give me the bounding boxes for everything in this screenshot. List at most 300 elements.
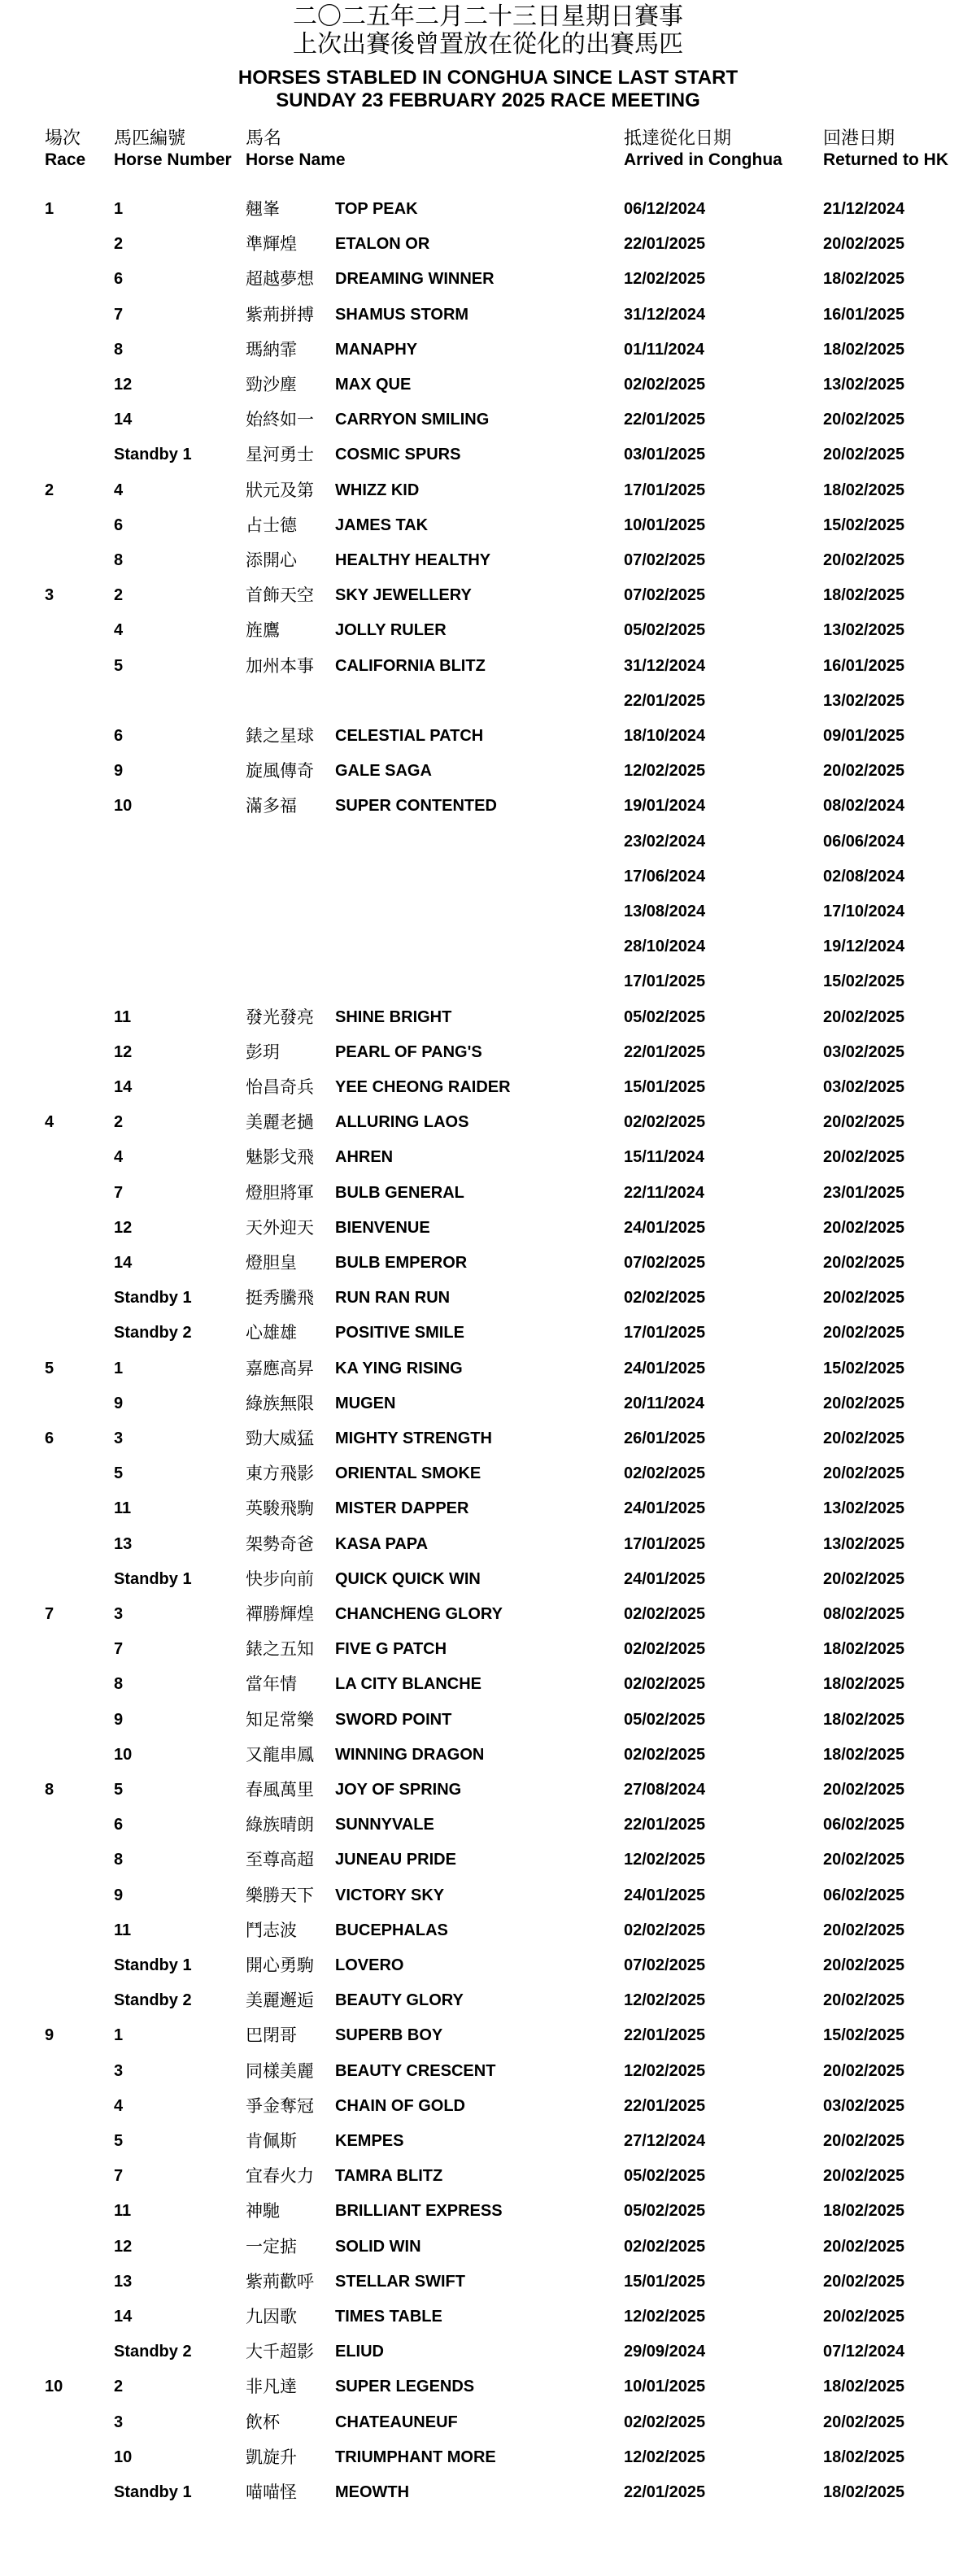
returned-date-cell: 20/02/2025 <box>823 2413 905 2431</box>
horse-number-cell: 3 <box>114 1429 124 1447</box>
returned-date-cell: 20/02/2025 <box>823 411 905 429</box>
horse-name-en-cell: BEAUTY GLORY <box>335 1991 464 2010</box>
table-row <box>0 1105 976 1140</box>
arrived-date-cell: 18/10/2024 <box>624 727 706 745</box>
arrived-date-cell: 03/01/2025 <box>624 446 706 464</box>
returned-date-cell: 07/12/2024 <box>823 2343 905 2361</box>
returned-date-cell: 06/02/2025 <box>823 1816 905 1834</box>
horse-name-en-cell: KASA PAPA <box>335 1534 429 1553</box>
arrived-date-cell: 12/02/2025 <box>624 2308 706 2326</box>
horse-name-en-cell: KEMPES <box>335 2132 404 2150</box>
horse-number-cell: 7 <box>114 2167 124 2186</box>
horse-name-en-cell: BULB EMPEROR <box>335 1254 468 1272</box>
horse-number-cell: 3 <box>114 2061 124 2080</box>
table-row <box>0 2124 976 2159</box>
returned-date-cell: 03/02/2025 <box>823 2096 905 2115</box>
horse-name-en-cell: HEALTHY HEALTHY <box>335 551 491 569</box>
horse-name-en-cell: TRIUMPHANT MORE <box>335 2448 496 2466</box>
table-row <box>0 1597 976 1632</box>
returned-date-cell: 09/01/2025 <box>823 727 905 745</box>
horse-name-en-cell: CHANCHENG GLORY <box>335 1605 503 1623</box>
arrived-date-cell: 20/11/2024 <box>624 1394 704 1412</box>
horse-name-zh-cell: 春風萬里 <box>246 1780 314 1799</box>
horse-name-zh-cell: 開心勇駒 <box>246 1956 314 1975</box>
table-row <box>0 825 976 859</box>
horse-number-cell: 8 <box>114 340 124 359</box>
returned-date-cell: 18/02/2025 <box>823 2448 905 2466</box>
horse-number-cell: 7 <box>114 305 124 324</box>
horse-name-zh-cell: 綠族無限 <box>246 1393 314 1413</box>
horse-name-zh-cell: 樂勝天下 <box>246 1885 314 1905</box>
table-row <box>0 1456 976 1491</box>
returned-date-cell: 20/02/2025 <box>823 1218 905 1237</box>
returned-date-cell: 20/02/2025 <box>823 235 905 254</box>
returned-date-cell: 18/02/2025 <box>823 1745 905 1764</box>
table-row <box>0 1773 976 1808</box>
arrived-date-cell: 07/02/2025 <box>624 586 706 605</box>
arrived-date-cell: 06/12/2024 <box>624 200 706 218</box>
returned-date-cell: 20/02/2025 <box>823 2237 905 2256</box>
horse-name-en-cell: FIVE G PATCH <box>335 1640 447 1659</box>
table-row <box>0 543 976 578</box>
horse-name-zh-cell: 一定掂 <box>246 2236 297 2256</box>
header-returned-zh: 回港日期 <box>823 128 895 149</box>
horse-name-zh-cell: 心雄雄 <box>246 1323 297 1343</box>
table-row <box>0 1246 976 1281</box>
horse-name-zh-cell: 美麗邂逅 <box>246 1991 314 2011</box>
table-row <box>0 368 976 402</box>
horse-number-cell: Standby 1 <box>114 446 192 464</box>
arrived-date-cell: 22/01/2025 <box>624 411 706 429</box>
horse-name-en-cell: STELLAR SWIFT <box>335 2272 465 2291</box>
horse-number-cell: 4 <box>114 481 124 499</box>
horse-name-en-cell: JOLLY RULER <box>335 621 447 640</box>
arrived-date-cell: 27/12/2024 <box>624 2132 706 2150</box>
horse-name-zh-cell: 大千超影 <box>246 2342 314 2362</box>
table-row <box>0 929 976 964</box>
returned-date-cell: 18/02/2025 <box>823 1640 905 1659</box>
arrived-date-cell: 02/02/2025 <box>624 1921 706 1939</box>
table-row <box>0 1000 976 1035</box>
horse-name-zh-cell: 始終如一 <box>246 410 314 430</box>
horse-number-cell: 5 <box>114 656 124 675</box>
horse-name-zh-cell: 又龍串鳳 <box>246 1744 314 1764</box>
arrived-date-cell: 19/01/2024 <box>624 797 706 816</box>
horse-name-en-cell: WINNING DRAGON <box>335 1745 485 1764</box>
table-row <box>0 1527 976 1562</box>
arrived-date-cell: 17/01/2025 <box>624 481 706 499</box>
horse-name-zh-cell: 彭玥 <box>246 1042 280 1062</box>
title-english-line-2: SUNDAY 23 FEBRUARY 2025 RACE MEETING <box>276 89 700 111</box>
horse-number-cell: 9 <box>114 1886 124 1904</box>
arrived-date-cell: 24/01/2025 <box>624 1359 706 1377</box>
horse-number-cell: 3 <box>114 1605 124 1623</box>
horse-name-zh-cell: 占士德 <box>246 515 297 535</box>
table-row <box>0 227 976 262</box>
horse-name-en-cell: POSITIVE SMILE <box>335 1324 464 1342</box>
arrived-date-cell: 07/02/2025 <box>624 551 706 569</box>
horse-number-cell: 13 <box>114 1534 133 1553</box>
returned-date-cell: 03/02/2025 <box>823 1078 905 1096</box>
horse-name-en-cell: CELESTIAL PATCH <box>335 727 484 745</box>
horse-name-en-cell: SWORD POINT <box>335 1710 452 1729</box>
table-row <box>0 2440 976 2475</box>
race-cell: 6 <box>45 1429 54 1447</box>
arrived-date-cell: 12/02/2025 <box>624 1851 706 1869</box>
horse-name-en-cell: ETALON OR <box>335 235 430 254</box>
horse-number-cell: 5 <box>114 2132 124 2150</box>
returned-date-cell: 20/02/2025 <box>823 1254 905 1272</box>
horse-name-zh-cell: 準輝煌 <box>246 234 297 255</box>
returned-date-cell: 20/02/2025 <box>823 2167 905 2186</box>
horse-name-zh-cell: 巴閉哥 <box>246 2026 297 2046</box>
horse-number-cell: 13 <box>114 2272 133 2291</box>
header-horse-name-en: Horse Name <box>246 150 346 169</box>
column-headers <box>0 128 976 177</box>
arrived-date-cell: 22/11/2024 <box>624 1183 704 1202</box>
horse-name-en-cell: JAMES TAK <box>335 516 429 534</box>
returned-date-cell: 21/12/2024 <box>823 200 905 218</box>
title-chinese-line-2: 上次出賽後曾置放在從化的出賽馬匹 <box>293 30 683 59</box>
table-row <box>0 2369 976 2404</box>
arrived-date-cell: 02/02/2025 <box>624 1113 706 1132</box>
horse-number-cell: 8 <box>114 1675 124 1694</box>
horse-name-zh-cell: 當年情 <box>246 1674 297 1695</box>
returned-date-cell: 20/02/2025 <box>823 1464 905 1483</box>
arrived-date-cell: 05/02/2025 <box>624 1007 706 1026</box>
arrived-date-cell: 02/02/2025 <box>624 1605 706 1623</box>
horse-name-zh-cell: 美麗老撾 <box>246 1112 314 1133</box>
arrived-date-cell: 22/01/2025 <box>624 2096 706 2115</box>
horse-name-zh-cell: 天外迎天 <box>246 1217 314 1238</box>
horse-name-en-cell: CHATEAUNEUF <box>335 2413 458 2431</box>
horse-number-cell: 9 <box>114 1710 124 1729</box>
horse-name-en-cell: WHIZZ KID <box>335 481 420 499</box>
horse-name-zh-cell: 嘉應高昇 <box>246 1358 314 1378</box>
returned-date-cell: 20/02/2025 <box>823 2132 905 2150</box>
returned-date-cell: 20/02/2025 <box>823 1991 905 2010</box>
arrived-date-cell: 28/10/2024 <box>624 938 706 956</box>
arrived-date-cell: 22/01/2025 <box>624 691 706 710</box>
table-row <box>0 1421 976 1456</box>
horse-name-zh-cell: 錶之星球 <box>246 726 314 746</box>
table-row <box>0 1281 976 1316</box>
header-horse-number <box>114 128 232 171</box>
returned-date-cell: 15/02/2025 <box>823 1359 905 1377</box>
table-row <box>0 2334 976 2369</box>
horse-number-cell: 1 <box>114 200 124 218</box>
table-row <box>0 1351 976 1386</box>
horse-number-cell: 12 <box>114 376 133 394</box>
arrived-date-cell: 26/01/2025 <box>624 1429 706 1447</box>
table-row <box>0 262 976 297</box>
header-race-zh: 場次 <box>45 128 81 149</box>
horse-number-cell: 11 <box>114 1499 132 1518</box>
table-row <box>0 894 976 929</box>
returned-date-cell: 13/02/2025 <box>823 691 905 710</box>
returned-date-cell: 08/02/2025 <box>823 1605 905 1623</box>
arrived-date-cell: 12/02/2025 <box>624 2448 706 2466</box>
horse-name-zh-cell: 旌鷹 <box>246 620 280 641</box>
returned-date-cell: 20/02/2025 <box>823 1289 905 1308</box>
table-row <box>0 1632 976 1667</box>
returned-date-cell: 15/02/2025 <box>823 516 905 534</box>
returned-date-cell: 20/02/2025 <box>823 762 905 781</box>
horse-name-en-cell: SUPER CONTENTED <box>335 797 497 816</box>
horse-name-zh-cell: 滿多福 <box>246 796 297 816</box>
header-returned <box>823 128 948 171</box>
arrived-date-cell: 12/02/2025 <box>624 1991 706 2010</box>
returned-date-cell: 18/02/2025 <box>823 2378 905 2396</box>
header-horse-number-zh: 馬匹編號 <box>114 128 186 149</box>
horse-number-cell: 12 <box>114 1042 133 1061</box>
arrived-date-cell: 07/02/2025 <box>624 1956 706 1974</box>
returned-date-cell: 03/02/2025 <box>823 1042 905 1061</box>
horse-number-cell: 4 <box>114 2096 124 2115</box>
returned-date-cell: 18/02/2025 <box>823 340 905 359</box>
horse-name-en-cell: SOLID WIN <box>335 2237 421 2256</box>
table-row <box>0 1562 976 1597</box>
horse-number-cell: 6 <box>114 516 124 534</box>
returned-date-cell: 19/12/2024 <box>823 938 905 956</box>
table-row <box>0 964 976 999</box>
arrived-date-cell: 02/02/2025 <box>624 1640 706 1659</box>
returned-date-cell: 20/02/2025 <box>823 1569 905 1588</box>
horse-number-cell: 4 <box>114 1148 124 1167</box>
horse-number-cell: Standby 2 <box>114 1991 192 2010</box>
horse-name-zh-cell: 錶之五知 <box>246 1639 314 1660</box>
table-row <box>0 1070 976 1105</box>
horse-name-en-cell: PEARL OF PANG'S <box>335 1042 482 1061</box>
returned-date-cell: 06/02/2025 <box>823 1886 905 1904</box>
table-row <box>0 754 976 789</box>
returned-date-cell: 20/02/2025 <box>823 2272 905 2291</box>
horse-name-en-cell: CARRYON SMILING <box>335 411 490 429</box>
arrived-date-cell: 24/01/2025 <box>624 1569 706 1588</box>
horse-name-zh-cell: 鬥志波 <box>246 1920 297 1940</box>
horse-name-en-cell: KA YING RISING <box>335 1359 463 1377</box>
horse-name-zh-cell: 凱旋升 <box>246 2447 297 2467</box>
arrived-date-cell: 05/02/2025 <box>624 621 706 640</box>
horse-name-en-cell: RUN RAN RUN <box>335 1289 451 1308</box>
horse-name-en-cell: BEAUTY CRESCENT <box>335 2061 496 2080</box>
arrived-date-cell: 17/06/2024 <box>624 867 706 886</box>
table-row <box>0 402 976 437</box>
returned-date-cell: 16/01/2025 <box>823 305 905 324</box>
horse-name-zh-cell: 翹峯 <box>246 199 280 219</box>
race-cell: 7 <box>45 1605 54 1623</box>
arrived-date-cell: 23/02/2024 <box>624 832 706 851</box>
table-row <box>0 859 976 894</box>
arrived-date-cell: 29/09/2024 <box>624 2343 706 2361</box>
horse-number-cell: 11 <box>114 2202 132 2221</box>
header-horse-name <box>246 128 346 171</box>
returned-date-cell: 23/01/2025 <box>823 1183 905 1202</box>
arrived-date-cell: 13/08/2024 <box>624 903 706 920</box>
arrived-date-cell: 02/02/2025 <box>624 1464 706 1483</box>
horse-name-en-cell: SUPERB BOY <box>335 2026 443 2045</box>
horse-number-cell: 2 <box>114 1113 124 1132</box>
returned-date-cell: 20/02/2025 <box>823 1429 905 1447</box>
horse-name-zh-cell: 紫荊拼搏 <box>246 304 314 324</box>
arrived-date-cell: 17/01/2025 <box>624 973 706 991</box>
horse-name-en-cell: SHAMUS STORM <box>335 305 469 324</box>
table-row <box>0 789 976 824</box>
horse-name-en-cell: MUGEN <box>335 1394 396 1412</box>
horse-name-zh-cell: 快步向前 <box>246 1569 314 1589</box>
arrived-date-cell: 15/01/2025 <box>624 1078 706 1096</box>
table-row <box>0 1667 976 1702</box>
returned-date-cell: 13/02/2025 <box>823 621 905 640</box>
returned-date-cell: 20/02/2025 <box>823 2061 905 2080</box>
horse-name-zh-cell: 喵喵怪 <box>246 2482 297 2502</box>
horse-name-zh-cell: 禪勝輝煌 <box>246 1604 314 1624</box>
arrived-date-cell: 15/01/2025 <box>624 2272 706 2291</box>
returned-date-cell: 13/02/2025 <box>823 1534 905 1553</box>
horse-number-cell: 11 <box>114 1921 132 1939</box>
returned-date-cell: 06/06/2024 <box>823 832 905 851</box>
horse-name-en-cell: TIMES TABLE <box>335 2308 442 2326</box>
arrived-date-cell: 02/02/2025 <box>624 376 706 394</box>
returned-date-cell: 20/02/2025 <box>823 1394 905 1412</box>
arrived-date-cell: 12/02/2025 <box>624 762 706 781</box>
horse-number-cell: 10 <box>114 797 133 816</box>
table-row <box>0 1035 976 1070</box>
horse-number-cell: 12 <box>114 1218 133 1237</box>
arrived-date-cell: 10/01/2025 <box>624 2378 706 2396</box>
horse-number-cell: 7 <box>114 1183 124 1202</box>
table-row <box>0 1913 976 1948</box>
horse-name-zh-cell: 添開心 <box>246 550 297 570</box>
horse-name-en-cell: JOY OF SPRING <box>335 1781 462 1799</box>
arrived-date-cell: 24/01/2025 <box>624 1218 706 1237</box>
table-row <box>0 1808 976 1843</box>
horse-name-en-cell: VICTORY SKY <box>335 1886 445 1904</box>
horse-number-cell: 4 <box>114 621 124 640</box>
horse-name-zh-cell: 神馳 <box>246 2201 280 2221</box>
horse-number-cell: 11 <box>114 1007 132 1026</box>
arrived-date-cell: 15/11/2024 <box>624 1148 704 1167</box>
arrived-date-cell: 17/01/2025 <box>624 1534 706 1553</box>
horse-number-cell: 10 <box>114 1745 133 1764</box>
horse-number-cell: Standby 1 <box>114 1569 192 1588</box>
horse-name-zh-cell: 勁沙塵 <box>246 375 297 394</box>
horse-number-cell: 14 <box>114 411 133 429</box>
horse-name-en-cell: ORIENTAL SMOKE <box>335 1464 481 1483</box>
table-row <box>0 613 976 648</box>
horse-number-cell: 12 <box>114 2237 133 2256</box>
table-row <box>0 473 976 508</box>
header-arrived-en: Arrived in Conghua <box>624 150 782 169</box>
horse-name-en-cell: TAMRA BLITZ <box>335 2167 443 2186</box>
table-row <box>0 578 976 613</box>
horse-name-zh-cell: 星河勇士 <box>246 445 314 465</box>
table-row <box>0 333 976 368</box>
horse-number-cell: 6 <box>114 1816 124 1834</box>
horse-name-zh-cell: 英駿飛駒 <box>246 1499 314 1519</box>
arrived-date-cell: 12/02/2025 <box>624 2061 706 2080</box>
returned-date-cell: 18/02/2025 <box>823 2483 905 2501</box>
horse-name-zh-cell: 旋風傳奇 <box>246 761 314 781</box>
race-cell: 2 <box>45 481 54 499</box>
horse-name-en-cell: SUNNYVALE <box>335 1816 434 1834</box>
table-row <box>0 298 976 333</box>
arrived-date-cell: 31/12/2024 <box>624 305 706 324</box>
arrived-date-cell: 31/12/2024 <box>624 656 706 675</box>
horse-name-en-cell: MIGHTY STRENGTH <box>335 1429 492 1447</box>
table-row <box>0 1211 976 1246</box>
returned-date-cell: 08/02/2024 <box>823 797 905 816</box>
horse-name-en-cell: SUPER LEGENDS <box>335 2378 475 2396</box>
returned-date-cell: 20/02/2025 <box>823 1007 905 1026</box>
race-cell: 5 <box>45 1359 54 1377</box>
horse-name-zh-cell: 爭金奪冠 <box>246 2095 314 2116</box>
horse-number-cell: 8 <box>114 1851 124 1869</box>
horse-name-en-cell: DREAMING WINNER <box>335 270 495 289</box>
table-row <box>0 1176 976 1211</box>
race-cell: 1 <box>45 200 54 218</box>
returned-date-cell: 02/08/2024 <box>823 867 905 886</box>
horse-name-zh-cell: 紫荊歡呼 <box>246 2271 314 2291</box>
horse-name-en-cell: MANAPHY <box>335 340 418 359</box>
horse-number-cell: 7 <box>114 1640 124 1659</box>
returned-date-cell: 20/02/2025 <box>823 1324 905 1342</box>
arrived-date-cell: 07/02/2025 <box>624 1254 706 1272</box>
horse-number-cell: 8 <box>114 551 124 569</box>
horse-number-cell: 6 <box>114 270 124 289</box>
horse-name-en-cell: CHAIN OF GOLD <box>335 2096 465 2115</box>
arrived-date-cell: 02/02/2025 <box>624 2237 706 2256</box>
horse-name-en-cell: BULB GENERAL <box>335 1183 464 1202</box>
table-row <box>0 1983 976 2018</box>
arrived-date-cell: 22/01/2025 <box>624 1816 706 1834</box>
arrived-date-cell: 22/01/2025 <box>624 2026 706 2045</box>
table-row <box>0 2089 976 2124</box>
arrived-date-cell: 17/01/2025 <box>624 1324 706 1342</box>
horse-name-zh-cell: 同樣美麗 <box>246 2060 314 2081</box>
table-row <box>0 2159 976 2194</box>
horse-name-en-cell: YEE CHEONG RAIDER <box>335 1078 511 1096</box>
horse-name-en-cell: LA CITY BLANCHE <box>335 1675 481 1694</box>
arrived-date-cell: 02/02/2025 <box>624 1745 706 1764</box>
horse-name-zh-cell: 加州本事 <box>246 655 314 676</box>
horse-name-en-cell: ALLURING LAOS <box>335 1113 469 1132</box>
horse-name-zh-cell: 宜春火力 <box>246 2166 314 2187</box>
horse-name-zh-cell: 燈胆皇 <box>246 1253 297 1273</box>
horse-name-zh-cell: 肯佩斯 <box>246 2131 297 2151</box>
returned-date-cell: 13/02/2025 <box>823 1499 905 1518</box>
table-row <box>0 1948 976 1983</box>
returned-date-cell: 18/02/2025 <box>823 481 905 499</box>
header-arrived-zh: 抵達從化日期 <box>624 128 732 149</box>
race-cell: 4 <box>45 1113 54 1132</box>
horse-name-zh-cell: 魅影戈飛 <box>246 1147 314 1168</box>
horse-name-en-cell: MISTER DAPPER <box>335 1499 469 1518</box>
horse-name-zh-cell: 狀元及第 <box>246 480 314 500</box>
horse-name-zh-cell: 燈胆將軍 <box>246 1182 314 1203</box>
horse-number-cell: Standby 1 <box>114 1956 192 1974</box>
arrived-date-cell: 10/01/2025 <box>624 516 706 534</box>
race-cell: 3 <box>45 586 54 605</box>
table-row <box>0 437 976 472</box>
header-horse-name-zh: 馬名 <box>246 128 282 149</box>
table-row <box>0 2475 976 2510</box>
horse-name-zh-cell: 首飾天空 <box>246 585 314 606</box>
horse-number-cell: Standby 1 <box>114 1289 192 1308</box>
arrived-date-cell: 27/08/2024 <box>624 1781 706 1799</box>
table-row <box>0 2018 976 2053</box>
header-horse-number-en: Horse Number <box>114 150 232 169</box>
